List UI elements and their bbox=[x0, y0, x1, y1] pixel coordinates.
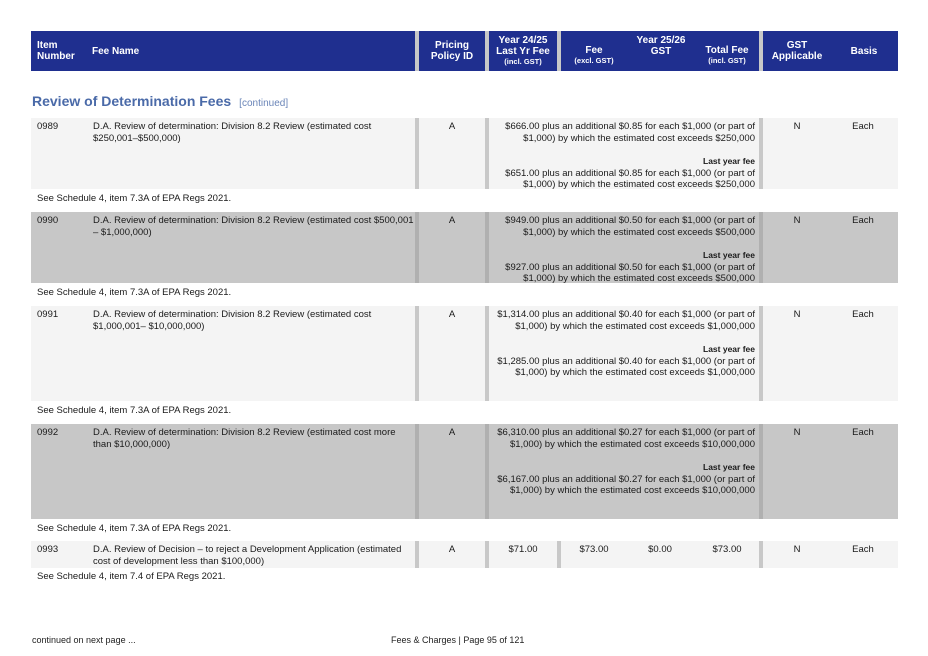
last-year-label: Last year fee bbox=[703, 344, 755, 354]
fee-name: D.A. Review of determination: Division 8.2 Review (estimated cost more than $10,000,000) bbox=[93, 427, 396, 450]
row-note bbox=[31, 521, 898, 537]
row-note-text: See Schedule 4, item 7.3A of EPA Regs 2021. bbox=[37, 405, 232, 416]
header-fee-excl bbox=[561, 31, 627, 71]
fee-text: $666.00 plus an additional $0.85 for each $1,000 (or part of $1,000) by which the estimated cost exceeds $250,000 bbox=[505, 121, 755, 144]
section-title-text: Review of Determination Fees bbox=[32, 93, 232, 109]
column-divider bbox=[485, 118, 489, 189]
footer-page-number: Fees & Charges | Page 95 of 121 bbox=[391, 635, 525, 645]
header-total-fee bbox=[695, 31, 759, 71]
header-item-number: Item Number bbox=[37, 40, 75, 62]
table-row bbox=[31, 306, 898, 401]
header-pricing-policy-id: Pricing Policy ID bbox=[430, 40, 474, 62]
basis: Each bbox=[852, 215, 874, 226]
basis: Each bbox=[852, 427, 874, 438]
row-note-text: See Schedule 4, item 7.4 of EPA Regs 2021. bbox=[37, 571, 226, 582]
header-last-yr-fee bbox=[489, 31, 557, 71]
basis: Each bbox=[852, 544, 874, 555]
gst-applicable: N bbox=[793, 544, 801, 555]
column-divider bbox=[485, 424, 489, 519]
column-divider bbox=[485, 212, 489, 283]
footer-continued: continued on next page ... bbox=[32, 635, 136, 645]
row-note-text: See Schedule 4, item 7.3A of EPA Regs 2021. bbox=[37, 287, 232, 298]
row-note bbox=[31, 569, 898, 585]
fee-text: $6,310.00 plus an additional $0.27 for each $1,000 (or part of $1,000) by which the estimated cost exceeds $10,000,000 bbox=[497, 427, 755, 450]
last-year-text: $6,167.00 plus an additional $0.27 for each $1,000 (or part of $1,000) by which the estimated cost exceeds $10,000,000 bbox=[497, 473, 755, 496]
row-note-text: See Schedule 4, item 7.3A of EPA Regs 2021. bbox=[37, 523, 232, 534]
last-year-text: $927.00 plus an additional $0.50 for each $1,000 (or part of $1,000) by which the estimated cost exceeds $500,000 bbox=[505, 261, 755, 284]
gst-applicable: N bbox=[793, 215, 801, 226]
item-number: 0993 bbox=[37, 544, 59, 555]
last-year-label: Last year fee bbox=[703, 156, 755, 166]
item-number: 0990 bbox=[37, 215, 59, 226]
fee-description bbox=[493, 427, 755, 497]
header-fee-name: Fee Name bbox=[92, 45, 140, 57]
row-note-text: See Schedule 4, item 7.3A of EPA Regs 2021. bbox=[37, 193, 232, 204]
basis: Each bbox=[852, 121, 874, 132]
last-year-text: $1,285.00 plus an additional $0.40 for each $1,000 (or part of $1,000) by which the estimated cost exceeds $1,000,000 bbox=[497, 355, 755, 378]
fee-excl-gst: $73.00 bbox=[579, 544, 609, 555]
header-divider bbox=[759, 31, 763, 71]
fee-text: $949.00 plus an additional $0.50 for each $1,000 (or part of $1,000) by which the estimated cost exceeds $500,000 bbox=[505, 215, 755, 238]
row-note bbox=[31, 403, 898, 419]
header-basis: Basis bbox=[850, 45, 878, 57]
gst-applicable: N bbox=[793, 309, 801, 320]
fee-text: $1,314.00 plus an additional $0.40 for each $1,000 (or part of $1,000) by which the estimated cost exceeds $1,000,000 bbox=[497, 309, 755, 332]
last-year-text: $651.00 plus an additional $0.85 for each $1,000 (or part of $1,000) by which the estimated cost exceeds $250,000 bbox=[505, 167, 755, 190]
header-fee-label: Fee bbox=[585, 44, 603, 56]
pricing-policy: A bbox=[448, 544, 456, 555]
table-row bbox=[31, 424, 898, 519]
header-divider bbox=[415, 31, 419, 71]
pricing-policy: A bbox=[448, 121, 456, 132]
fee-name: D.A. Review of determination: Division 8.2 Review (estimated cost $500,001 – $1,000,000) bbox=[93, 215, 414, 238]
header-year-prev: Year 24/25 bbox=[498, 35, 548, 46]
last-year-label: Last year fee bbox=[703, 250, 755, 260]
header-excl-gst: (excl. GST) bbox=[574, 55, 614, 65]
table-row bbox=[31, 212, 898, 283]
section-continued: [continued] bbox=[239, 98, 289, 109]
table-row bbox=[31, 541, 898, 568]
pricing-policy: A bbox=[448, 309, 456, 320]
fee-description bbox=[493, 309, 755, 379]
pricing-policy: A bbox=[448, 427, 456, 438]
total-fee: $73.00 bbox=[712, 544, 742, 555]
header-total-fee-label: Total Fee bbox=[705, 44, 749, 56]
section-title bbox=[32, 93, 288, 109]
header-gst bbox=[627, 31, 695, 71]
table-header bbox=[31, 31, 898, 71]
fee-description bbox=[493, 215, 755, 285]
header-incl-gst: (incl. GST) bbox=[504, 57, 542, 66]
item-number: 0992 bbox=[37, 427, 59, 438]
item-number: 0991 bbox=[37, 309, 59, 320]
item-number: 0989 bbox=[37, 121, 59, 132]
last-year-label: Last year fee bbox=[703, 462, 755, 472]
row-note bbox=[31, 191, 898, 207]
fee-name: D.A. Review of determination: Division 8.2 Review (estimated cost $250,001–$500,000) bbox=[93, 121, 372, 144]
last-yr-fee: $71.00 bbox=[508, 544, 538, 555]
header-last-yr-fee-label: Last Yr Fee bbox=[496, 46, 550, 57]
row-note bbox=[31, 285, 898, 301]
table-row bbox=[31, 118, 898, 189]
gst-applicable: N bbox=[793, 121, 801, 132]
gst-applicable: N bbox=[793, 427, 801, 438]
fee-name: D.A. Review of Decision – to reject a Development Application (estimated cost of development less than $100,000) bbox=[93, 544, 402, 567]
gst-amount: $0.00 bbox=[648, 544, 672, 555]
basis: Each bbox=[852, 309, 874, 320]
fee-name: D.A. Review of determination: Division 8.2 Review (estimated cost $1,000,001– $10,000,000) bbox=[93, 309, 372, 332]
header-gst-label: GST bbox=[650, 46, 672, 57]
header-incl-gst-2: (incl. GST) bbox=[708, 55, 746, 65]
column-divider bbox=[485, 306, 489, 401]
header-year-curr: Year 25/26 bbox=[636, 35, 686, 46]
fee-description bbox=[493, 121, 755, 191]
header-gst-applicable: GST Applicable bbox=[771, 40, 823, 62]
pricing-policy: A bbox=[448, 215, 456, 226]
